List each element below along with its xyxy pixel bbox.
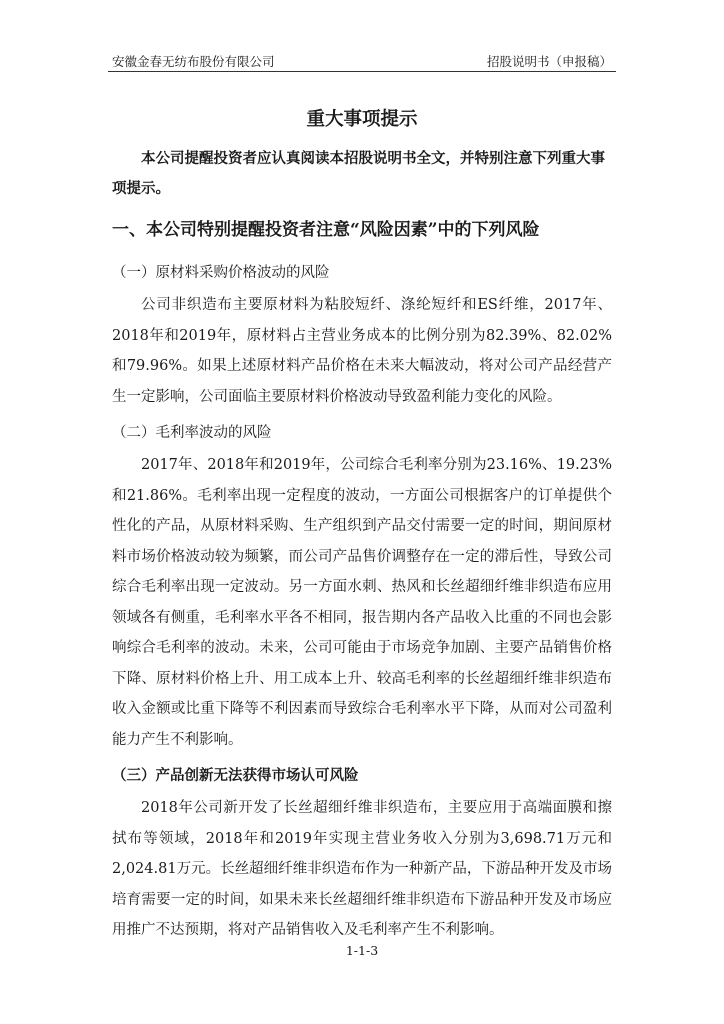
sub3-heading: （三）产品创新无法获得市场认可风险 [112,767,359,784]
page-header [112,50,612,70]
sub2-heading: （二）毛利率波动的风险 [112,425,272,441]
sub1-heading: （一）原材料采购价格波动的风险 [112,265,330,281]
section1-heading: 一、本公司特别提醒投资者注意“风险因素”中的下列风险 [112,220,540,240]
header-doc-type: 招股说明书（申报稿） [486,54,612,69]
notice-paragraph: 本公司提醒投资者应认真阅读本招股说明书全文，并特别注意下列重大事项提示。 [112,150,605,197]
header-company: 安徽金春无纺布股份有限公司 [112,54,275,69]
sub3-body: 2018年公司新开发了长丝超细纤维非织造布，主要应用于高端面膜和擦拭布等领域，2018年和2019年实现主营业务收入分别为3,698.71万元和2,024.81万元。长丝超细纤维非织造布作为一种新产品，下游品种开发及市场培育需要一定的时间，如果未来长丝超细纤维非织造布下游品种开发及市场应用推广不达预期，将对产品销售收入及毛利率产生不利影响。 [112,800,612,938]
page-number: 1-1-3 [345,943,379,958]
sub2-body: 2017年、2018年和2019年，公司综合毛利率分别为23.16%、19.23%和21.86%。毛利率出现一定程度的波动，一方面公司根据客户的订单提供个性化的产品，从原材料采购、生产组织到产品交付需要一定的时间，期间原材料市场价格波动较为频繁，而公司产品售价调整存在一定的滞后性，导致公司综合毛利率出现一定波动。另一方面水刺、热风和长丝超细纤维非织造布应用领域各有侧重，毛利率水平各不相同，报告期内各产品收入比重的不同也会影响综合毛利率的波动。未来，公司可能由于市场竞争加剧、主要产品销售价格下降、原材料价格上升、用工成本上升、较高毛利率的长丝超细纤维非织造布收入金额或比重下降等不利因素而导致综合毛利率水平下降，从而对公司盈利能力产生不利影响。 [112,457,612,748]
sub1-body: 公司非织造布主要原材料为粘胶短纤、涤纶短纤和ES纤维，2017年、2018年和2019年，原材料占主营业务成本的比例分别为82.39%、82.02%和79.96%。如果上述原材料产品价格在未来大幅波动，将对公司产品经营产生一定影响，公司面临主要原材料价格波动导致盈利能力变化的风险。 [112,297,612,405]
page-content [112,90,612,952]
page-title: 重大事项提示 [306,109,418,130]
header-divider [108,71,616,72]
